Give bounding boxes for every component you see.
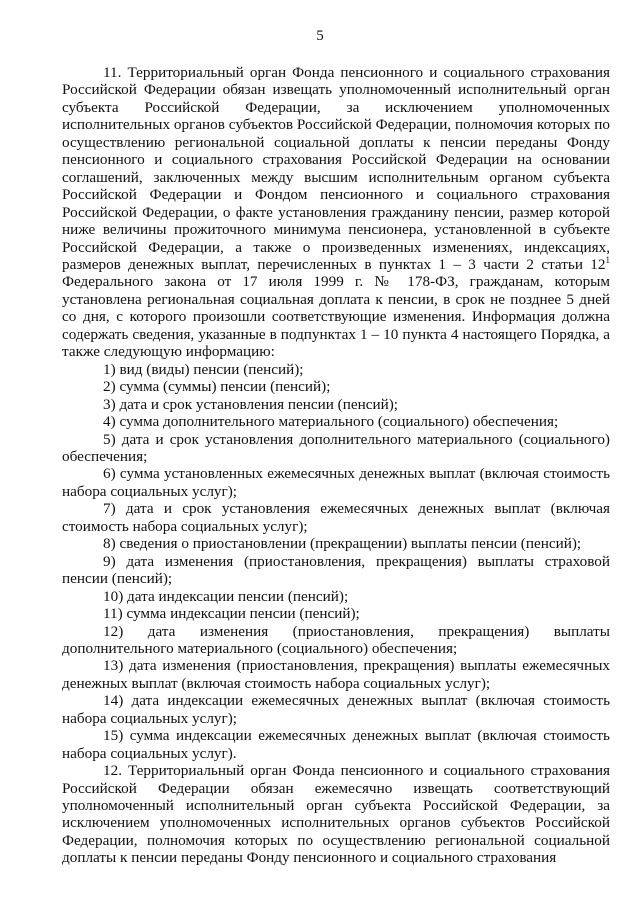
paragraph-12: 12. Территориальный орган Фонда пенсионного и социального страхования Российской Федерации обязан ежемесячно извещать соответствующий уполномоченный исполнительный орган субъекта Российской Федерации, за исключением уполномоченных исполнительных органов субъектов Российской Федерации, полномочия которых по осуществлению региональной социальной доплаты к пенсии переданы Фонду пенсионного и социального страхования bbox=[62, 762, 610, 867]
subitem-8: 8) сведения о приостановлении (прекращении) выплаты пенсии (пенсий); bbox=[103, 535, 582, 553]
superscript-article-number: 1 bbox=[605, 254, 610, 265]
subitem-6: 6) сумма установленных ежемесячных денежных выплат (включая стоимость набора социальных услуг); bbox=[62, 465, 610, 500]
subitem-7: 7) дата и срок установления ежемесячных денежных выплат (включая стоимость набора социальных услуг); bbox=[62, 500, 610, 535]
subitem-2: 2) сумма (суммы) пенсии (пенсий); bbox=[103, 378, 331, 396]
subitem-12: 12) дата изменения (приостановления, прекращения) выплаты дополнительного материального (социального) обеспечения; bbox=[62, 622, 610, 657]
document-body bbox=[62, 64, 610, 867]
paragraph-11-text-b: Федерального закона от 17 июля 1999 г. № 178-ФЗ, гражданам, которым установлена региональная социальная доплата к пенсии, в срок не позднее 5 дней со дня, с которого произошли соответствующие изменения. Информация должна содержать сведения, указанные в подпунктах 1 – 10 пункта 4 настоящего Порядка, а также следующую информацию: bbox=[62, 273, 610, 361]
subitem-11: 11) сумма индексации пенсии (пенсий); bbox=[103, 605, 360, 623]
subitem-14: 14) дата индексации ежемесячных денежных выплат (включая стоимость набора социальных услуг); bbox=[62, 692, 610, 727]
subitem-3: 3) дата и срок установления пенсии (пенсий); bbox=[103, 395, 398, 413]
subitem-9: 9) дата изменения (приостановления, прекращения) выплаты страховой пенсии (пенсий); bbox=[62, 552, 610, 588]
subitem-5: 5) дата и срок установления дополнительного материального (социального) обеспечения; bbox=[62, 430, 610, 465]
page-number: 5 bbox=[316, 28, 324, 44]
subitem-15: 15) сумма индексации ежемесячных денежных выплат (включая стоимость набора социальных услуг). bbox=[62, 727, 610, 762]
paragraph-11 bbox=[62, 64, 610, 361]
subitem-10: 10) дата индексации пенсии (пенсий); bbox=[103, 587, 349, 605]
subitem-13: 13) дата изменения (приостановления, прекращения) выплаты ежемесячных денежных выплат (включая стоимость набора социальных услуг); bbox=[62, 657, 610, 692]
paragraph-11-text-a: 11. Территориальный орган Фонда пенсионного и социального страхования Российской Федерации обязан извещать уполномоченный исполнительный орган субъекта Российской Федерации, за исключением уполномоченных исполнительных органов субъектов Российской Федерации, полномочия которых по осуществлению региональной социальной доплаты к пенсии переданы Фонду пенсионного и социального страхования Российской Федерации на основании соглашений, заключенных между высшим исполнительным органом субъекта Российской Федерации и Фондом пенсионного и социального страхования Российской Федерации, о факте установления гражданину пенсии, размер которой ниже величины прожиточного минимума пенсионера, установленной в субъекте Российской Федерации, а также о произведенных изменениях, индексациях, размеров денежных выплат, перечисленных в пунктах 1 – 3 части 2 статьи 12 bbox=[62, 64, 610, 273]
subitem-1: 1) вид (виды) пенсии (пенсий); bbox=[103, 360, 304, 378]
subitem-4: 4) сумма дополнительного материального (социального) обеспечения; bbox=[103, 413, 559, 431]
